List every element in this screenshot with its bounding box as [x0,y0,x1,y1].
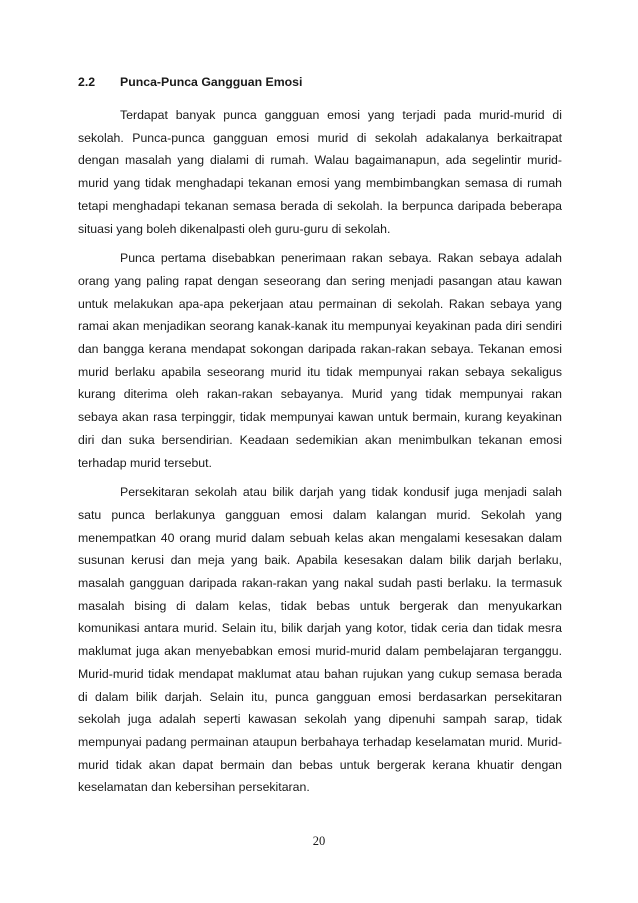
paragraph-2: Punca pertama disebabkan penerimaan rakan sebaya. Rakan sebaya adalah orang yang paling rapat dengan seseorang dan sering menjadi pasangan atau kawan untuk melakukan apa-apa pekerjaan atau permainan di sekolah. Rakan sebaya yang ramai akan menjadikan seorang kanak-kanak itu mempunyai keyakinan pada diri sendiri dan bangga kerana mendapat sokongan daripada rakan-rakan sebaya. Tekanan emosi murid berlaku apabila seseorang murid itu tidak mempunyai rakan sebaya sekaligus kurang diterima oleh rakan-rakan sebayanya. Murid yang tidak mempunyai rakan sebaya akan rasa terpinggir, tidak mempunyai kawan untuk bermain, kurang keyakinan diri dan suka bersendirian. Keadaan sedemikian akan menimbulkan tekanan emosi terhadap murid tersebut. [78,251,562,470]
page-number: 20 [312,834,326,848]
section-heading [78,73,562,91]
paragraph-1: Terdapat banyak punca gangguan emosi yang terjadi pada murid-murid di sekolah. Punca-punca gangguan emosi murid di sekolah adakalanya berkaitrapat dengan masalah yang dialami di rumah. Walau bagaimanapun, ada segelintir murid-murid yang tidak menghadapi tekanan emosi yang membimbangkan semasa di rumah tetapi menghadapi tekanan semasa berada di sekolah. Ia berpunca daripada beberapa situasi yang boleh dikenalpasti oleh guru-guru di sekolah. [78,108,562,236]
section-title: Punca-Punca Gangguan Emosi [120,75,303,89]
paragraph-3: Persekitaran sekolah atau bilik darjah yang tidak kondusif juga menjadi salah satu punca berlakunya gangguan emosi dalam kalangan murid. Sekolah yang menempatkan 40 orang murid dalam sebuah kelas akan mengalami kesesakan dalam susunan kerusi dan meja yang baik. Apabila kesesakan dalam bilik darjah berlaku, masalah gangguan daripada rakan-rakan yang nakal sudah pasti berlaku. Ia termasuk masalah bising di dalam kelas, tidak bebas untuk bergerak dan menyukarkan komunikasi antara murid. Selain itu, bilik darjah yang kotor, tidak ceria dan tidak mesra maklumat juga akan menyebabkan emosi murid-murid dalam pembelajaran terganggu. Murid-murid tidak mendapat maklumat atau bahan rujukan yang cukup semasa berada di dalam bilik darjah. Selain itu, punca gangguan emosi berdasarkan persekitaran sekolah juga adalah seperti kawasan sekolah yang dipenuhi sampah sarap, tidak mempunyai padang permainan ataupun berbahaya terhadap keselamatan murid. Murid-murid tidak akan dapat bermain dan bebas untuk bergerak kerana khuatir dengan keselamatan dan kebersihan persekitaran. [78,485,562,795]
section-number: 2.2 [78,75,96,89]
